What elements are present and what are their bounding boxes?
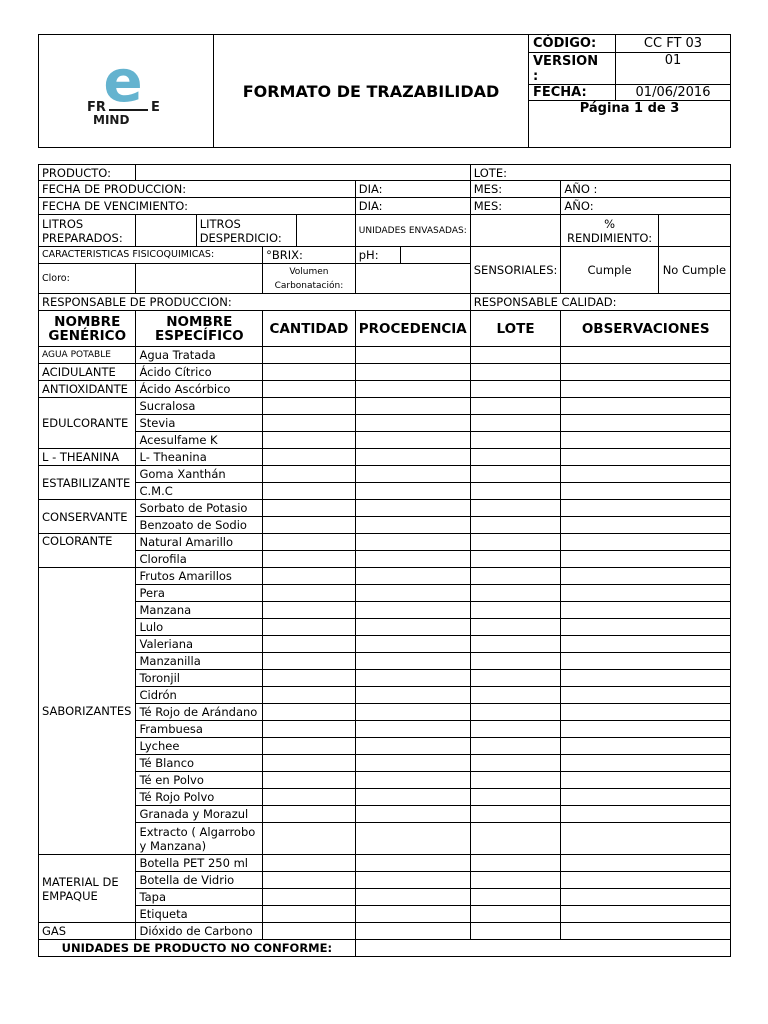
unidades-envasadas-field[interactable] (470, 215, 561, 247)
ingredient-row (39, 517, 731, 534)
observaciones-cell[interactable] (561, 923, 731, 940)
lote-cell[interactable] (470, 755, 561, 772)
cantidad-cell[interactable] (263, 347, 356, 364)
ingredient-row (39, 789, 731, 806)
procedencia-cell[interactable] (355, 755, 470, 772)
ingredient-row (39, 415, 731, 432)
lote-cell[interactable] (470, 789, 561, 806)
observaciones-cell[interactable] (561, 500, 731, 517)
responsable-produccion-label: RESPONSABLE DE PRODUCCION: (39, 294, 471, 311)
procedencia-cell[interactable] (355, 619, 470, 636)
procedencia-cell[interactable] (355, 806, 470, 823)
column-header-observaciones: OBSERVACIONES (561, 311, 731, 347)
generic-name-cell: ACIDULANTE (39, 364, 136, 381)
ingredient-row (39, 551, 731, 568)
specific-name-cell: L- Theanina (136, 449, 263, 466)
observaciones-cell[interactable] (561, 872, 731, 889)
specific-name-cell: Natural Amarillo (136, 534, 263, 551)
generic-name-cell: CONSERVANTE (39, 500, 136, 534)
observaciones-cell[interactable] (561, 889, 731, 906)
cantidad-cell[interactable] (263, 568, 356, 585)
column-header-lote: LOTE (470, 311, 561, 347)
rendimiento-label: % RENDIMIENTO: (561, 215, 658, 247)
ingredient-row (39, 602, 731, 619)
procedencia-cell[interactable] (355, 823, 470, 855)
lote-cell[interactable] (470, 449, 561, 466)
procedencia-cell[interactable] (355, 687, 470, 704)
cantidad-cell[interactable] (263, 704, 356, 721)
page-number: Página 1 de 3 (529, 101, 731, 148)
caracteristicas-label: CARACTERISTICAS FISICOQUIMICAS: (39, 247, 263, 264)
volumen-carbonatacion-label: Volumen Carbonatación: (263, 264, 356, 294)
ingredient-row (39, 721, 731, 738)
observaciones-cell[interactable] (561, 704, 731, 721)
specific-name-cell: Frutos Amarillos (136, 568, 263, 585)
lote-cell[interactable] (470, 855, 561, 872)
observaciones-cell[interactable] (561, 568, 731, 585)
fecha-value: 01/06/2016 (616, 85, 731, 101)
lote-cell[interactable] (470, 432, 561, 449)
ingredient-row (39, 923, 731, 940)
document-header (38, 34, 731, 148)
specific-name-cell: Stevia (136, 415, 263, 432)
observaciones-cell[interactable] (561, 806, 731, 823)
specific-name-cell: Toronjil (136, 670, 263, 687)
cantidad-cell[interactable] (263, 398, 356, 415)
lote-cell[interactable] (470, 619, 561, 636)
observaciones-cell[interactable] (561, 449, 731, 466)
lote-cell[interactable] (470, 517, 561, 534)
observaciones-cell[interactable] (561, 636, 731, 653)
procedencia-cell[interactable] (355, 906, 470, 923)
specific-name-cell: Ácido Cítrico (136, 364, 263, 381)
procedencia-cell[interactable] (355, 483, 470, 500)
procedencia-cell[interactable] (355, 568, 470, 585)
observaciones-cell[interactable] (561, 755, 731, 772)
specific-name-cell: Clorofila (136, 551, 263, 568)
lote-cell[interactable] (470, 636, 561, 653)
specific-name-cell: Cidrón (136, 687, 263, 704)
lote-label: LOTE: (470, 165, 730, 181)
generic-name-cell: EDULCORANTE (39, 398, 136, 449)
column-header-cantidad: CANTIDAD (263, 311, 356, 347)
observaciones-cell[interactable] (561, 823, 731, 855)
lote-cell[interactable] (470, 415, 561, 432)
lote-cell[interactable] (470, 721, 561, 738)
specific-name-cell: Té Rojo de Arándano (136, 704, 263, 721)
no-conforme-field[interactable] (355, 940, 730, 957)
lote-cell[interactable] (470, 381, 561, 398)
lote-cell[interactable] (470, 670, 561, 687)
observaciones-cell[interactable] (561, 415, 731, 432)
ingredient-row (39, 670, 731, 687)
generic-name-cell: AGUA POTABLE (39, 347, 136, 364)
ingredient-row (39, 906, 731, 923)
specific-name-cell: Sucralosa (136, 398, 263, 415)
fecha-produccion-label: FECHA DE PRODUCCION: (39, 181, 356, 198)
cantidad-cell[interactable] (263, 855, 356, 872)
procedencia-cell[interactable] (355, 653, 470, 670)
free-mind-logo (43, 39, 203, 139)
lote-cell[interactable] (470, 568, 561, 585)
cantidad-cell[interactable] (263, 923, 356, 940)
observaciones-cell[interactable] (561, 721, 731, 738)
cantidad-cell[interactable] (263, 823, 356, 855)
observaciones-cell[interactable] (561, 602, 731, 619)
specific-name-cell: Goma Xanthán (136, 466, 263, 483)
column-header-procedencia: PROCEDENCIA (355, 311, 470, 347)
specific-name-cell: Agua Tratada (136, 347, 263, 364)
column-header-nombre-especifico: NOMBRE ESPECÍFICO (136, 311, 263, 347)
observaciones-cell[interactable] (561, 381, 731, 398)
observaciones-cell[interactable] (561, 432, 731, 449)
lote-cell[interactable] (470, 534, 561, 551)
cantidad-cell[interactable] (263, 500, 356, 517)
specific-name-cell: Sorbato de Potasio (136, 500, 263, 517)
procedencia-cell[interactable] (355, 466, 470, 483)
procedencia-cell[interactable] (355, 670, 470, 687)
specific-name-cell: Ácido Ascórbico (136, 381, 263, 398)
cantidad-cell[interactable] (263, 449, 356, 466)
dia-produccion-label: DIA: (355, 181, 470, 198)
ingredient-row (39, 500, 731, 517)
cantidad-cell[interactable] (263, 466, 356, 483)
procedencia-cell[interactable] (355, 398, 470, 415)
cantidad-cell[interactable] (263, 551, 356, 568)
generic-name-cell: L - THEANINA (39, 449, 136, 466)
lote-cell[interactable] (470, 687, 561, 704)
observaciones-cell[interactable] (561, 855, 731, 872)
specific-name-cell: Manzana (136, 602, 263, 619)
specific-name-cell: Té en Polvo (136, 772, 263, 789)
ingredient-row (39, 432, 731, 449)
ingredient-row (39, 755, 731, 772)
cantidad-cell[interactable] (263, 415, 356, 432)
specific-name-cell: Botella de Vidrio (136, 872, 263, 889)
observaciones-cell[interactable] (561, 906, 731, 923)
cantidad-cell[interactable] (263, 755, 356, 772)
no-cumple-option[interactable]: No Cumple (658, 247, 730, 294)
lote-cell[interactable] (470, 483, 561, 500)
procedencia-cell[interactable] (355, 889, 470, 906)
cantidad-cell[interactable] (263, 381, 356, 398)
anio-produccion-label: AÑO : (561, 181, 731, 198)
unidades-envasadas-label: UNIDADES ENVASADAS: (355, 215, 470, 247)
cantidad-cell[interactable] (263, 517, 356, 534)
specific-name-cell: Lychee (136, 738, 263, 755)
specific-name-cell: Valeriana (136, 636, 263, 653)
anio-vencimiento-label: AÑO: (561, 198, 731, 215)
observaciones-cell[interactable] (561, 466, 731, 483)
procedencia-cell[interactable] (355, 704, 470, 721)
lote-cell[interactable] (470, 872, 561, 889)
cantidad-cell[interactable] (263, 738, 356, 755)
lote-cell[interactable] (470, 602, 561, 619)
logo-cell (39, 35, 214, 148)
cantidad-cell[interactable] (263, 534, 356, 551)
cantidad-cell[interactable] (263, 653, 356, 670)
ingredient-row (39, 449, 731, 466)
fecha-vencimiento-label: FECHA DE VENCIMIENTO: (39, 198, 356, 215)
ingredient-row (39, 738, 731, 755)
mes-vencimiento-label: MES: (470, 198, 561, 215)
ingredient-row (39, 585, 731, 602)
observaciones-cell[interactable] (561, 483, 731, 500)
generic-name-cell: SABORIZANTES (39, 568, 136, 855)
version-label: VERSION : (529, 53, 616, 85)
cantidad-cell[interactable] (263, 721, 356, 738)
procedencia-cell[interactable] (355, 855, 470, 872)
lote-cell[interactable] (470, 347, 561, 364)
specific-name-cell: Dióxido de Carbono (136, 923, 263, 940)
codigo-label: CÓDIGO: (529, 35, 616, 53)
lote-cell[interactable] (470, 923, 561, 940)
specific-name-cell: Etiqueta (136, 906, 263, 923)
cantidad-cell[interactable] (263, 432, 356, 449)
ingredient-row (39, 653, 731, 670)
procedencia-cell[interactable] (355, 551, 470, 568)
column-header-nombre-generico: NOMBRE GENÉRICO (39, 311, 136, 347)
ingredient-row (39, 704, 731, 721)
no-conforme-label: UNIDADES DE PRODUCTO NO CONFORME: (39, 940, 356, 957)
ingredient-row (39, 347, 731, 364)
procedencia-cell[interactable] (355, 432, 470, 449)
ingredient-row (39, 381, 731, 398)
observaciones-cell[interactable] (561, 653, 731, 670)
generic-name-cell: COLORANTE (39, 534, 136, 568)
lote-cell[interactable] (470, 772, 561, 789)
ingredient-row (39, 889, 731, 906)
observaciones-cell[interactable] (561, 364, 731, 381)
observaciones-cell[interactable] (561, 551, 731, 568)
lote-cell[interactable] (470, 551, 561, 568)
procedencia-cell[interactable] (355, 585, 470, 602)
procedencia-cell[interactable] (355, 517, 470, 534)
procedencia-cell[interactable] (355, 449, 470, 466)
ingredient-row (39, 872, 731, 889)
ingredient-row (39, 619, 731, 636)
lote-cell[interactable] (470, 704, 561, 721)
responsable-calidad-label: RESPONSABLE CALIDAD: (470, 294, 730, 311)
mes-produccion-label: MES: (470, 181, 561, 198)
ingredient-row (39, 364, 731, 381)
specific-name-cell: Té Blanco (136, 755, 263, 772)
lote-cell[interactable] (470, 906, 561, 923)
ph-label: pH: (355, 247, 400, 264)
cloro-field[interactable] (136, 264, 263, 294)
fecha-label: FECHA: (529, 85, 616, 101)
logo-text-bottom: MIND (93, 113, 130, 127)
procedencia-cell[interactable] (355, 534, 470, 551)
observaciones-cell[interactable] (561, 619, 731, 636)
ingredient-row (39, 568, 731, 585)
cantidad-cell[interactable] (263, 670, 356, 687)
specific-name-cell: Granada y Morazul (136, 806, 263, 823)
procedencia-cell[interactable] (355, 415, 470, 432)
ingredient-row (39, 636, 731, 653)
svg-text:e: e (103, 47, 143, 115)
lote-cell[interactable] (470, 585, 561, 602)
procedencia-cell[interactable] (355, 721, 470, 738)
cantidad-cell[interactable] (263, 483, 356, 500)
dia-vencimiento-label: DIA: (355, 198, 470, 215)
lote-cell[interactable] (470, 398, 561, 415)
lote-cell[interactable] (470, 823, 561, 855)
specific-name-cell: Pera (136, 585, 263, 602)
ingredient-row (39, 466, 731, 483)
lote-cell[interactable] (470, 364, 561, 381)
ingredient-row (39, 855, 731, 872)
generic-name-cell: GAS (39, 923, 136, 940)
lote-cell[interactable] (470, 889, 561, 906)
cantidad-cell[interactable] (263, 585, 356, 602)
specific-name-cell: Benzoato de Sodio (136, 517, 263, 534)
cantidad-cell[interactable] (263, 789, 356, 806)
ingredients-body (39, 347, 731, 940)
logo-text-right: E (151, 100, 160, 115)
observaciones-cell[interactable] (561, 738, 731, 755)
ph-field[interactable] (400, 247, 470, 264)
logo-text-left: FR (87, 100, 106, 115)
observaciones-cell[interactable] (561, 670, 731, 687)
observaciones-cell[interactable] (561, 687, 731, 704)
procedencia-cell[interactable] (355, 381, 470, 398)
cantidad-cell[interactable] (263, 619, 356, 636)
ingredient-row (39, 534, 731, 551)
traceability-form (38, 164, 731, 957)
codigo-value: CC FT 03 (616, 35, 731, 53)
procedencia-cell[interactable] (355, 347, 470, 364)
specific-name-cell: Frambuesa (136, 721, 263, 738)
volumen-carbonatacion-field[interactable] (355, 264, 470, 294)
version-value: 01 (616, 53, 731, 85)
ingredient-row (39, 687, 731, 704)
procedencia-cell[interactable] (355, 602, 470, 619)
lote-cell[interactable] (470, 806, 561, 823)
observaciones-cell[interactable] (561, 347, 731, 364)
producto-label: PRODUCTO: (39, 165, 136, 181)
producto-field[interactable] (136, 165, 470, 181)
procedencia-cell[interactable] (355, 500, 470, 517)
procedencia-cell[interactable] (355, 738, 470, 755)
cantidad-cell[interactable] (263, 889, 356, 906)
ingredient-row (39, 772, 731, 789)
cantidad-cell[interactable] (263, 872, 356, 889)
cumple-option[interactable]: Cumple (561, 247, 658, 294)
lote-cell[interactable] (470, 500, 561, 517)
generic-name-cell: MATERIAL DE EMPAQUE (39, 855, 136, 923)
cantidad-cell[interactable] (263, 636, 356, 653)
specific-name-cell: Acesulfame K (136, 432, 263, 449)
specific-name-cell: Botella PET 250 ml (136, 855, 263, 872)
lote-cell[interactable] (470, 653, 561, 670)
cantidad-cell[interactable] (263, 364, 356, 381)
ingredient-row (39, 806, 731, 823)
litros-desperdicio-field[interactable] (296, 215, 355, 247)
procedencia-cell[interactable] (355, 923, 470, 940)
ingredient-row (39, 823, 731, 855)
cantidad-cell[interactable] (263, 806, 356, 823)
generic-name-cell: ESTABILIZANTE (39, 466, 136, 500)
specific-name-cell: Extracto ( Algarrobo y Manzana) (136, 823, 263, 855)
document-title: FORMATO DE TRAZABILIDAD (214, 35, 529, 148)
observaciones-cell[interactable] (561, 772, 731, 789)
specific-name-cell: C.M.C (136, 483, 263, 500)
observaciones-cell[interactable] (561, 398, 731, 415)
litros-preparados-field[interactable] (136, 215, 196, 247)
procedencia-cell[interactable] (355, 364, 470, 381)
specific-name-cell: Manzanilla (136, 653, 263, 670)
lote-cell[interactable] (470, 738, 561, 755)
procedencia-cell[interactable] (355, 772, 470, 789)
cantidad-cell[interactable] (263, 906, 356, 923)
observaciones-cell[interactable] (561, 534, 731, 551)
ingredient-row (39, 398, 731, 415)
specific-name-cell: Lulo (136, 619, 263, 636)
observaciones-cell[interactable] (561, 789, 731, 806)
cantidad-cell[interactable] (263, 687, 356, 704)
observaciones-cell[interactable] (561, 585, 731, 602)
cantidad-cell[interactable] (263, 772, 356, 789)
specific-name-cell: Tapa (136, 889, 263, 906)
observaciones-cell[interactable] (561, 517, 731, 534)
litros-desperdicio-label: LITROS DESPERDICIO: (196, 215, 296, 247)
cantidad-cell[interactable] (263, 602, 356, 619)
litros-preparados-label: LITROS PREPARADOS: (39, 215, 136, 247)
procedencia-cell[interactable] (355, 789, 470, 806)
brix-label: °BRIX: (263, 247, 356, 264)
procedencia-cell[interactable] (355, 872, 470, 889)
rendimiento-field[interactable] (658, 215, 730, 247)
sensoriales-label: SENSORIALES: (470, 247, 561, 294)
procedencia-cell[interactable] (355, 636, 470, 653)
ingredient-row (39, 483, 731, 500)
cloro-label: Cloro: (39, 264, 136, 294)
generic-name-cell: ANTIOXIDANTE (39, 381, 136, 398)
lote-cell[interactable] (470, 466, 561, 483)
specific-name-cell: Té Rojo Polvo (136, 789, 263, 806)
